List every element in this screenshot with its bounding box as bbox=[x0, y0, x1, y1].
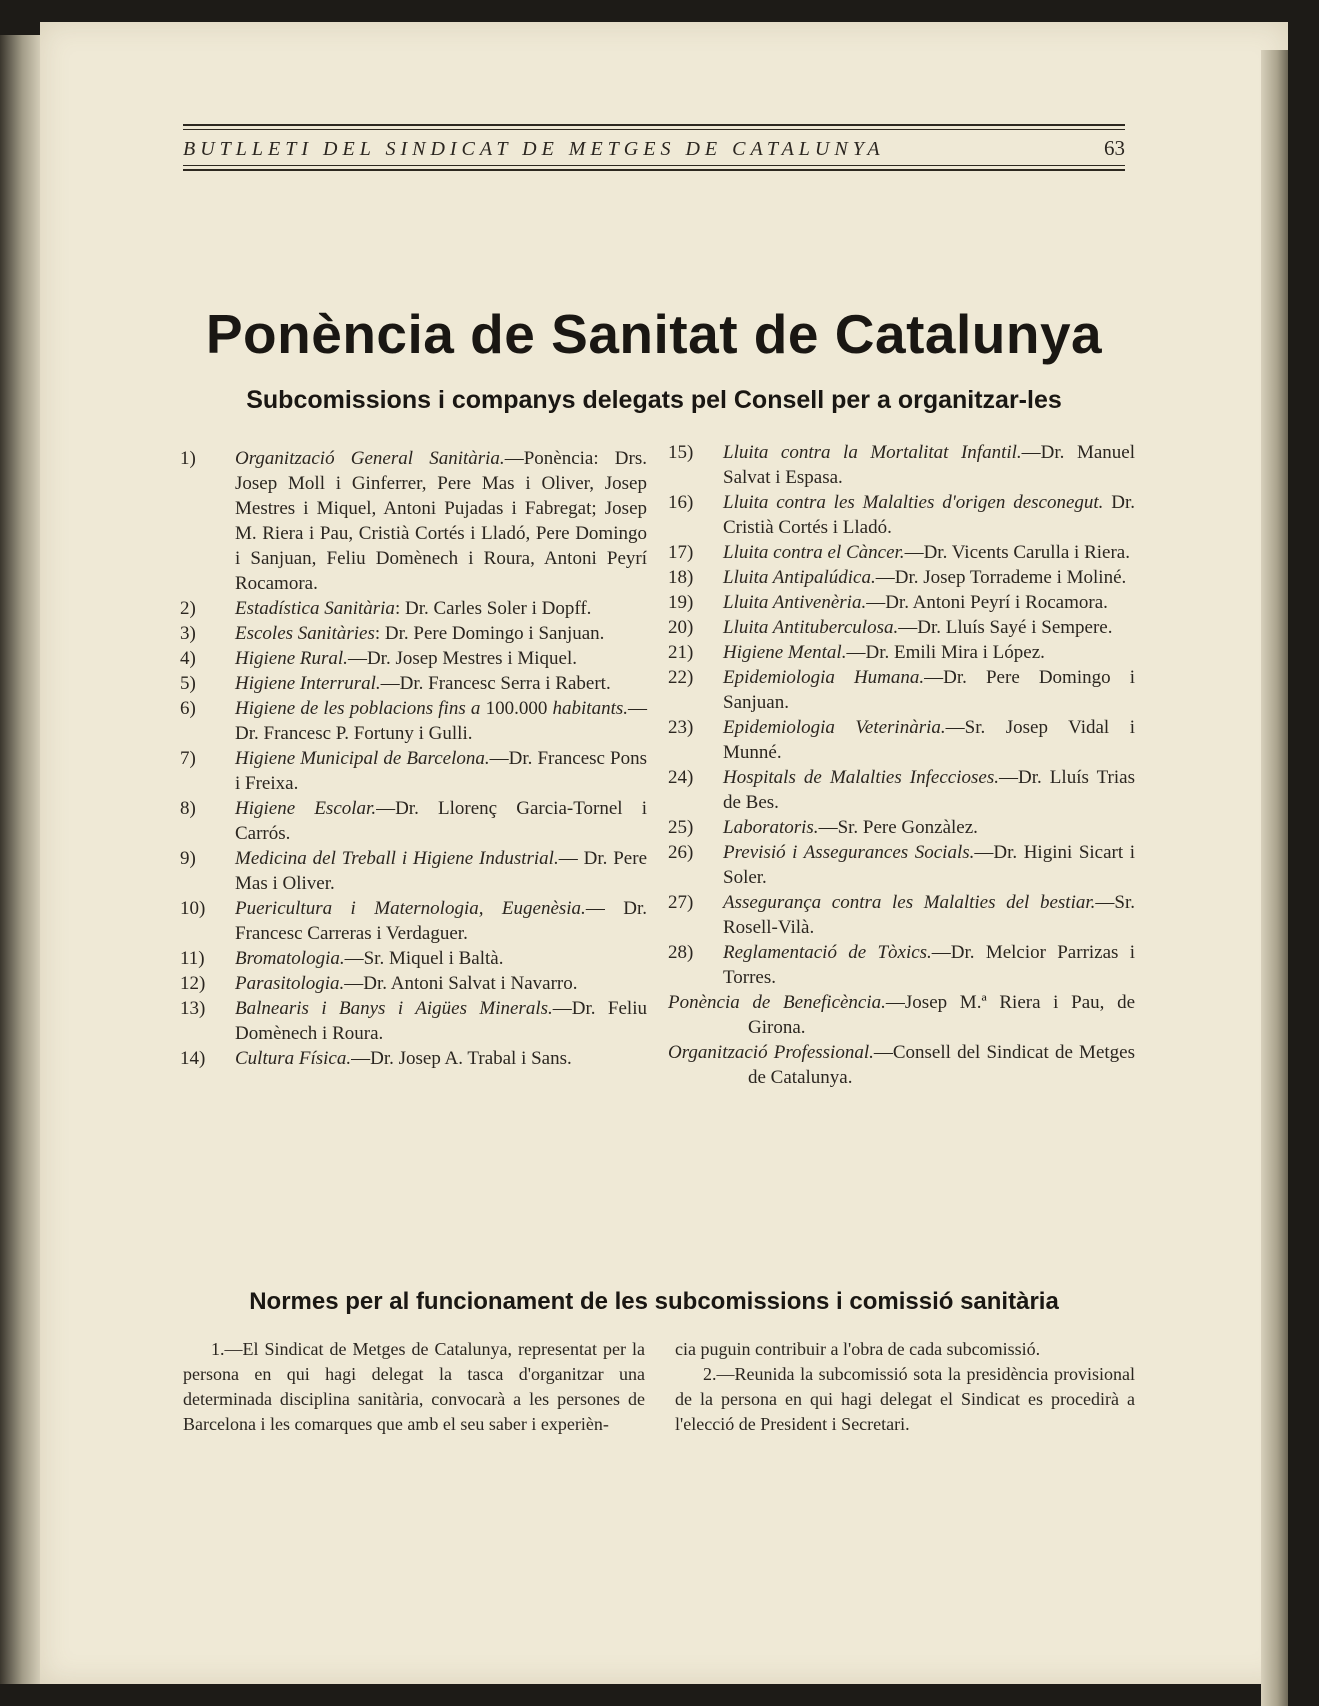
list-item: 13) Balnearis i Banys i Aigües Minerals.—Dr. Feliu Domènech i Roura. bbox=[180, 998, 647, 1044]
list-item: 14) Cultura Física.—Dr. Josep A. Trabal i Sans. bbox=[180, 1048, 572, 1069]
list-item-extra: Ponència de Beneficència.—Josep M.ª Riera i Pau, de Girona. bbox=[668, 992, 1136, 1038]
header-rule-bottom-thin bbox=[183, 165, 1125, 166]
list-item: 15) Lluita contra la Mortalitat Infantil.—Dr. Manuel Salvat i Espasa. bbox=[668, 442, 1135, 488]
list-item: 10) Puericultura i Maternologia, Eugenèsia.— Dr. Francesc Carreras i Verdaguer. bbox=[180, 898, 647, 944]
list-item: 8) Higiene Escolar.—Dr. Llorenç Garcia-Tornel i Carrós. bbox=[180, 798, 647, 844]
list-item: 20) Lluita Antituberculosa.—Dr. Lluís Sayé i Sempere. bbox=[668, 617, 1113, 638]
right-column bbox=[668, 440, 1135, 1090]
list-item: 3) Escoles Sanitàries: Dr. Pere Domingo i Sanjuan. bbox=[180, 623, 605, 644]
list-item: 6) Higiene de les poblacions fins a 100.000 habitants.—Dr. Francesc P. Fortuny i Gulli. bbox=[180, 698, 647, 744]
list-item: 4) Higiene Rural.—Dr. Josep Mestres i Miquel. bbox=[180, 648, 577, 669]
list-item: 23) Epidemiologia Veterinària.—Sr. Josep Vidal i Munné. bbox=[668, 717, 1135, 763]
paragraph-2: 2.—Reunida la subcomissió sota la presidència provisional de la persona en qui hagi delegat el Sindicat es procedirà a l'elecció de President i Secretari. bbox=[675, 1364, 1135, 1434]
left-column bbox=[180, 446, 647, 1071]
paragraph-right bbox=[675, 1337, 1135, 1437]
header-line bbox=[183, 130, 1125, 165]
list-item: 24) Hospitals de Malalties Infeccioses.—Dr. Lluís Trias de Bes. bbox=[668, 767, 1135, 813]
page-edge bbox=[1261, 50, 1288, 1706]
list-item: 27) Assegurança contra les Malalties del bestiar.—Sr. Rosell-Vilà. bbox=[668, 892, 1135, 938]
list-item: 9) Medicina del Treball i Higiene Industrial.— Dr. Pere Mas i Oliver. bbox=[180, 848, 647, 894]
page-subtitle: Subcomissions i companys delegats pel Consell per a organitzar-les bbox=[246, 386, 1062, 414]
paragraph-1: 1.—El Sindicat de Metges de Catalunya, representat per la persona en qui hagi delegat la tasca d'organitzar una determinada disciplina sanitària, convocarà a les persones de Barcelona i les comarques que amb el seu saber i experièn- bbox=[183, 1339, 645, 1434]
section-title: Normes per al funcionament de les subcomissions i comissió sanitària bbox=[249, 1288, 1059, 1315]
list-item: 22) Epidemiologia Humana.—Dr. Pere Domingo i Sanjuan. bbox=[668, 667, 1135, 713]
list-item: 19) Lluita Antivenèria.—Dr. Antoni Peyrí i Rocamora. bbox=[668, 592, 1108, 613]
list-item: 26) Previsió i Assegurances Socials.—Dr. Higini Sicart i Soler. bbox=[668, 842, 1136, 888]
paragraph-1-continued: cia puguin contribuir a l'obra de cada subcomissió. bbox=[675, 1339, 1041, 1359]
list-item: 11) Bromatologia.—Sr. Miquel i Baltà. bbox=[180, 948, 504, 969]
list-item-extra: Organització Professional.—Consell del Sindicat de Metges de Catalunya. bbox=[668, 1042, 1135, 1088]
list-item: 18) Lluita Antipalúdica.—Dr. Josep Torrademe i Moliné. bbox=[668, 567, 1127, 588]
header-rule-top bbox=[183, 124, 1125, 126]
list-item: 28) Reglamentació de Tòxics.—Dr. Melcior Parrizas i Torres. bbox=[668, 942, 1135, 988]
journal-name: BUTLLETI DEL SINDICAT DE METGES DE CATALUNYA bbox=[183, 138, 885, 160]
running-header bbox=[183, 124, 1125, 171]
list-item: 2) Estadística Sanitària: Dr. Carles Soler i Dopff. bbox=[180, 598, 592, 619]
page-number: 63 bbox=[1104, 136, 1125, 160]
list-item: 21) Higiene Mental.—Dr. Emili Mira i López. bbox=[668, 642, 1045, 663]
page-title: Ponència de Sanitat de Catalunya bbox=[205, 303, 1103, 365]
list-item: 5) Higiene Interrural.—Dr. Francesc Serra i Rabert. bbox=[180, 673, 611, 694]
list-item: 16) Lluita contra les Malalties d'origen desconegut. Dr. Cristià Cortés i Lladó. bbox=[668, 492, 1135, 538]
list-item: 25) Laboratoris.—Sr. Pere Gonzàlez. bbox=[668, 817, 978, 838]
list-item: 7) Higiene Municipal de Barcelona.—Dr. Francesc Pons i Freixa. bbox=[180, 748, 647, 794]
list-item: 17) Lluita contra el Càncer.—Dr. Vicents Carulla i Riera. bbox=[668, 542, 1130, 563]
list-item: 1) Organització General Sanitària.—Ponència: Drs. Josep Moll i Ginferrer, Pere Mas i Oliver, Josep Mestres i Miquel, Antoni Pujadas i Fabregat; Josep M. Riera i Pau, Cristià Cortés i Lladó, Pere Domingo i Sanjuan, Feliu Domènech i Roura, Antoni Peyrí Rocamora. bbox=[180, 448, 647, 594]
header-rule-bottom bbox=[183, 169, 1125, 171]
list-item: 12) Parasitologia.—Dr. Antoni Salvat i Navarro. bbox=[180, 973, 578, 994]
